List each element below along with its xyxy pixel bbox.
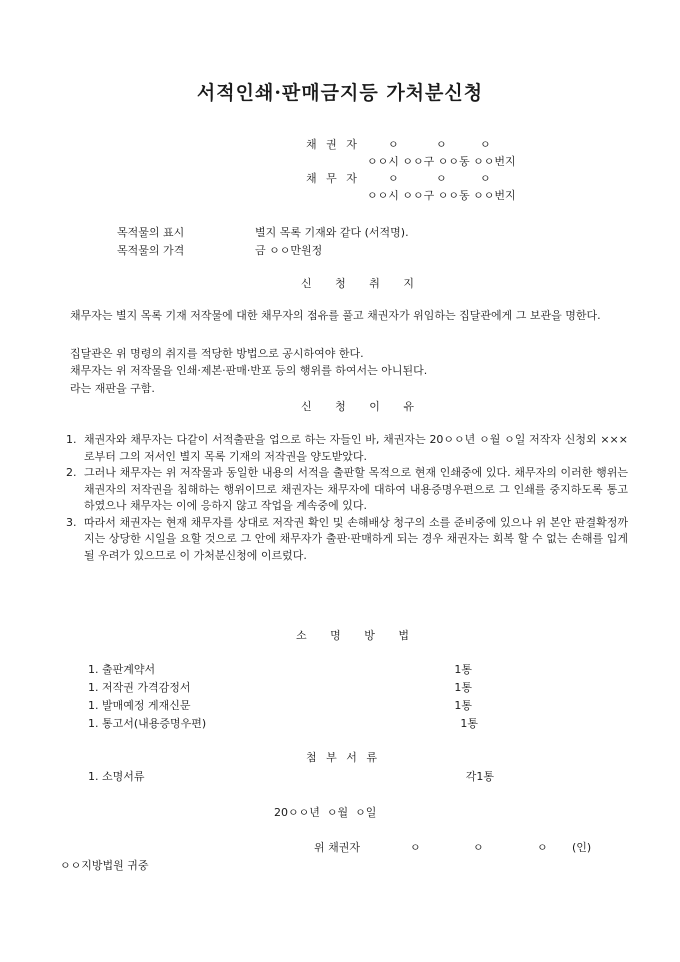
object-value-label: 목적물의 가격 <box>117 244 185 257</box>
reason-text: 따라서 채권자는 현재 채무자를 상대로 저작권 확인 및 손해배상 청구의 소를 준비중에 있으나 위 본안 판결확정까지는 상당한 시일을 요할 것으로 그 안에 채무자가 출판·판매하게 되는 경우 채권자는 회복 할 수 없는 손해를 입게될 우려가 있으므로 이 가처분신청에 이르렀다. <box>84 515 628 562</box>
reasons-heading: 신 청 이 유 <box>301 400 424 413</box>
object-display-value: 별지 목록 기재와 같다 (서적명). <box>255 226 409 239</box>
creditor-mark: ㅇ <box>388 138 399 151</box>
seal-mark: (인) <box>572 841 592 854</box>
signature-label: 위 채권자 <box>314 841 361 854</box>
creditor-mark: ㅇ <box>436 138 447 151</box>
creditor-mark: ㅇ <box>480 138 491 151</box>
object-value-value: 금 ㅇㅇ만원정 <box>255 244 323 257</box>
reason-text: 그러나 채무자는 위 저작물과 동일한 내용의 서적을 출판할 목적으로 현재 인쇄중에 있다. 채무자의 이러한 행위는 채권자의 저작권을 침해하는 행위이므로 채권자는 채무자에 대하여 내용증명우편으로 그 인쇄를 중지하도록 통고하였으나 채무자는 이에 응하지 않고 작업을 계속중에 있다. <box>84 466 628 512</box>
attachment-name: 1. 소명서류 <box>88 770 145 783</box>
evidence-row <box>88 697 472 713</box>
debtor-mark: ㅇ <box>480 172 491 185</box>
reason-number: 3. <box>66 515 77 529</box>
creditor-address: ㅇㅇ시 ㅇㅇ구 ㅇㅇ동 ㅇㅇ번지 <box>367 155 516 168</box>
debtor-label: 채 무 자 <box>306 172 360 185</box>
debtor-mark: ㅇ <box>388 172 399 185</box>
court-addressee: ㅇㅇ지방법원 귀중 <box>60 859 149 872</box>
creditor-label: 채 권 자 <box>306 138 360 151</box>
attachment-row <box>88 768 494 784</box>
reason-number: 1. <box>66 433 77 446</box>
evidence-name: 1. 저작권 가격감정서 <box>88 681 191 694</box>
signature-mark: ㅇ <box>410 841 421 854</box>
object-display-label: 목적물의 표시 <box>117 226 185 239</box>
evidence-name: 1. 출판계약서 <box>88 663 156 676</box>
reason-item <box>66 515 628 565</box>
reason-item <box>66 465 628 515</box>
purpose-line: 라는 재판을 구함. <box>70 382 155 395</box>
evidence-qty: 1통 <box>454 681 472 694</box>
reason-item <box>66 432 628 465</box>
evidence-qty: 1통 <box>460 717 478 730</box>
debtor-address: ㅇㅇ시 ㅇㅇ구 ㅇㅇ동 ㅇㅇ번지 <box>367 189 516 202</box>
reasons-list <box>66 432 628 564</box>
purpose-line: 채무자는 위 저작물을 인쇄·제본·판매·반포 등의 행위를 하여서는 아니된다. <box>70 364 428 377</box>
attachment-qty: 각1통 <box>465 770 494 783</box>
document-date: 20ㅇㅇ년 ㅇ월 ㅇ일 <box>274 806 377 819</box>
purpose-line: 집달관은 위 명령의 취지를 적당한 방법으로 공시하여야 한다. <box>70 347 364 360</box>
evidence-qty: 1통 <box>454 699 472 712</box>
signature-mark: ㅇ <box>537 841 548 854</box>
evidence-qty: 1통 <box>454 663 472 676</box>
debtor-mark: ㅇ <box>436 172 447 185</box>
evidence-name: 1. 발매예정 게재신문 <box>88 699 191 712</box>
evidence-row <box>88 715 478 731</box>
document-title: 서적인쇄·판매금지등 가처분신청 <box>196 82 484 104</box>
evidence-name: 1. 통고서(내용증명우편) <box>88 717 207 730</box>
evidence-heading: 소 명 방 법 <box>296 629 419 642</box>
reason-text: 채권자와 채무자는 다같이 서적출판을 업으로 하는 자들인 바, 채권자는 20ㅇㅇ년 ㅇ월 ㅇ일 저작자 신청외 ×××로부터 그의 저서인 별지 목록 기재의 저작권을 양도받았다. <box>84 433 628 463</box>
signature-mark: ㅇ <box>473 841 484 854</box>
reason-number: 2. <box>66 466 77 479</box>
evidence-row <box>88 661 472 677</box>
purpose-heading: 신 청 취 지 <box>301 277 424 290</box>
purpose-line: 채무자는 별지 목록 기재 저작물에 대한 채무자의 점유를 풀고 채권자가 위임하는 집달관에게 그 보관을 명한다. <box>70 309 601 322</box>
evidence-row <box>88 679 472 695</box>
attachments-heading: 첨 부 서 류 <box>306 751 380 764</box>
